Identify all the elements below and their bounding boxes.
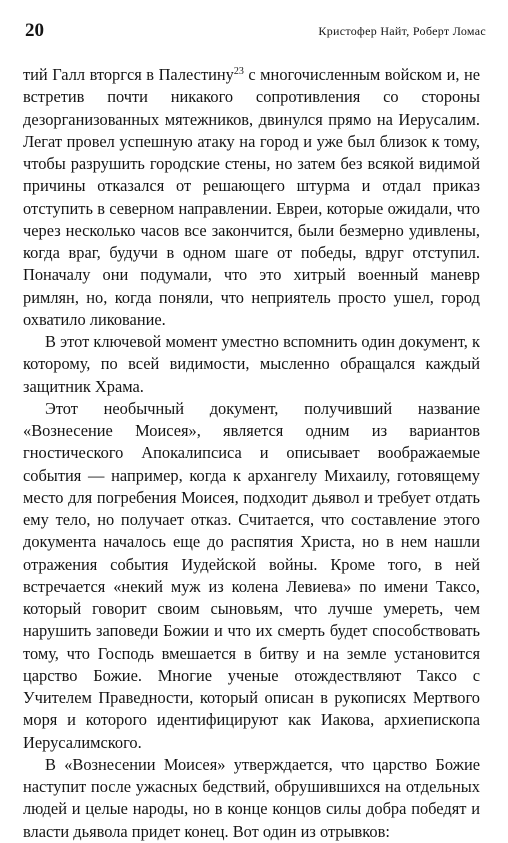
paragraph-2: В этот ключевой момент уместно вспомнить один документ, к которому, по всей видимости, мысленно обращался каждый защитник Храма. — [23, 332, 480, 396]
running-head-authors: Кристофер Найт, Роберт Ломас — [318, 24, 486, 38]
paragraph-3: Этот необычный документ, получивший название «Вознесение Моисея», является одним из вариантов гностического Апокалипсиса и описывает воображаемые события — например, когда к архангелу Михаилу, готовящему место для погребения Моисея, подходит дьявол и требует отдать ему тело, но получает отказ. Считается, что составление этого документа началось еще до распятия Христа, но в нем нашли отражения события Иудейской войны. Кроме того, в ней встречается «некий муж из колена Левиева» по имени Таксо, который говорит своим сыновьям, что лучше умереть, чем нарушить заповеди Божии и что их смерть будет способствовать тому, что Господь вмешается в битву и на земле установится царство Божие. Многие ученые отождествляют Таксо с Учителем Праведности, который описан в рукописях Мертвого моря и которого идентифицируют как Иакова, архиепископа Иерусалимского. — [23, 398, 480, 752]
paragraph-1-start: тий Галл вторгся в Палестину — [23, 65, 234, 84]
page-number: 20 — [25, 20, 44, 41]
paragraph-1 — [23, 64, 480, 331]
body-text — [23, 64, 480, 843]
footnote-marker: 23 — [233, 66, 244, 77]
page-header — [25, 20, 486, 42]
paragraph-4: В «Вознесении Моисея» утверждается, что царство Божие наступит после ужасных бедствий, обрушившихся на отдельных людей и целые народы, но в конце концов силы добра победят и власти дьявола придет конец. Вот один из отрывков: — [23, 754, 480, 841]
paragraph-1-rest: с многочисленным войском и, не встретив почти никакого сопротивления со стороны дезорганизованных мятежников, двинулся прямо на Иерусалим. Легат провел успешную атаку на город и уже был близок к тому, чтобы разрушить городские стены, но затем без всякой видимой причины отказался от решающего штурма и отдал приказ отступить в северном направлении. Евреи, которые ожидали, что через несколько часов все закончится, были безмерно удивлены, когда враг, будучи в одном шаге от победы, вдруг отступил. Поначалу они подумали, что это хитрый военный маневр римлян, но, когда поняли, что неприятель просто ушел, город охватило ликование. — [23, 65, 481, 329]
